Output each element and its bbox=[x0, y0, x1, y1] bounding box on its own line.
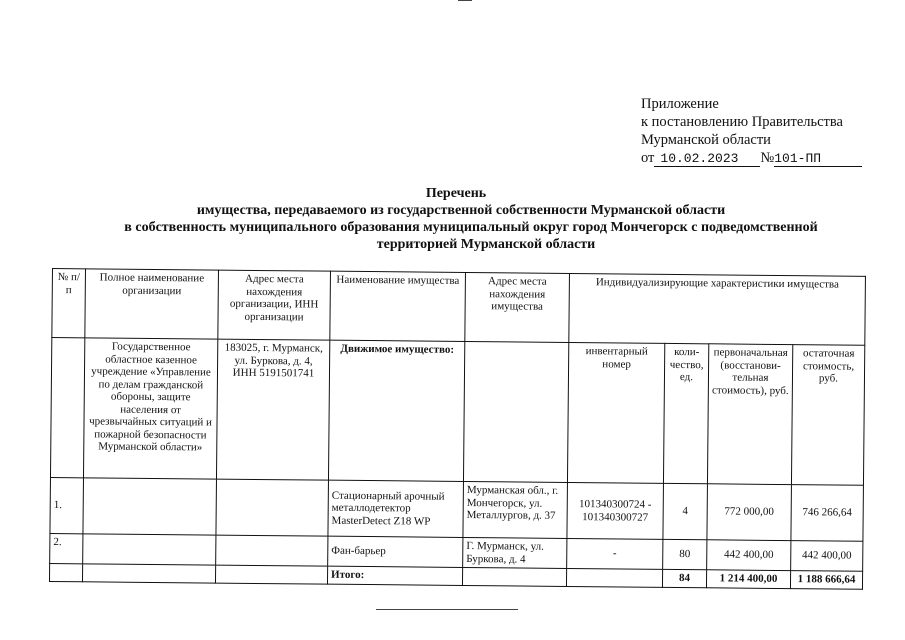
row-org-address-cell bbox=[216, 535, 328, 566]
total-address-cell bbox=[462, 567, 566, 586]
org-name: Государственное областное казенное учреждение «Управление по делам гражданской обороны, защите населения от чрезвычайных ситуаций и пожарной безопасности Мурманской области» bbox=[83, 338, 217, 479]
row-num: 1. bbox=[50, 477, 84, 533]
top-scan-mark bbox=[458, 0, 472, 1]
row-property-address: Г. Мурманск, ул. Буркова, д. 4 bbox=[463, 537, 567, 568]
head-num: № п/п bbox=[52, 269, 86, 338]
heading-line-2: имущества, передаваемого из государственной собственности Мурманской области bbox=[196, 203, 726, 218]
row-property-name: Стационарный арочный металлодетектор MasterDetect Z18 WP bbox=[328, 480, 464, 537]
row-org-cell bbox=[83, 534, 216, 565]
total-org-address-cell bbox=[215, 565, 327, 584]
org-num-cell bbox=[50, 338, 84, 478]
total-label: Итого: bbox=[327, 566, 462, 585]
table-header-row bbox=[52, 269, 866, 346]
document-heading bbox=[40, 185, 872, 253]
row-initial-cost: 442 400,00 bbox=[707, 540, 791, 571]
row-property-address: Мурманская обл., г. Мончегорск, ул. Металлургов, д. 37 bbox=[463, 481, 568, 538]
head-property-address: Адрес места нахождения имущества bbox=[465, 272, 570, 342]
appendix-date-line bbox=[641, 149, 862, 167]
total-initial-cost: 1 214 400,00 bbox=[706, 570, 790, 589]
row-org-address-cell bbox=[216, 479, 329, 536]
appendix-line-1: Приложение bbox=[641, 96, 719, 112]
total-num-cell bbox=[49, 563, 82, 581]
subhead-inventory: инвентарный номер bbox=[567, 342, 664, 483]
row-inventory: 101340300724 - 101340300727 bbox=[567, 482, 664, 539]
org-prop-addr-cell bbox=[463, 341, 568, 482]
org-address-cell bbox=[216, 339, 329, 480]
subhead-initial-cost: первоначальная (восстанови- тельная стоимость), руб. bbox=[707, 344, 792, 485]
heading-line-3: в собственность муниципального образования муниципальный округ город Мончегорск с подведомственной bbox=[124, 220, 818, 235]
total-residual-cost: 1 188 666,64 bbox=[790, 571, 862, 590]
appendix-number: 101-ПП bbox=[774, 151, 862, 167]
appendix-number-sign: № bbox=[760, 150, 775, 166]
row-quantity: 80 bbox=[663, 539, 707, 569]
row-residual-cost: 442 400,00 bbox=[791, 541, 863, 572]
row-property-name: Фан-барьер bbox=[328, 536, 463, 567]
appendix-line-2: к постановлению Правительства bbox=[641, 114, 843, 130]
heading-title: Перечень bbox=[425, 186, 487, 201]
head-property-name: Наименование имущества bbox=[330, 271, 466, 341]
org-address: 183025, г. Мурманск, ул. Буркова, д. 4, bbox=[224, 341, 323, 368]
row-org-cell bbox=[83, 478, 217, 535]
org-inn: ИНН 5191501741 bbox=[232, 366, 315, 380]
row-inventory: - bbox=[567, 538, 663, 569]
total-org-cell bbox=[82, 564, 215, 583]
appendix-date-prefix: от bbox=[641, 150, 655, 166]
appendix-line-3: Мурманской области bbox=[641, 132, 771, 148]
property-table bbox=[49, 268, 866, 590]
total-inventory-cell bbox=[566, 568, 662, 587]
org-row bbox=[50, 338, 864, 486]
row-residual-cost: 746 266,64 bbox=[791, 485, 864, 542]
total-quantity: 84 bbox=[662, 569, 706, 587]
closing-rule bbox=[376, 609, 518, 610]
row-quantity: 4 bbox=[663, 483, 708, 539]
subhead-quantity: коли- чество, ед. bbox=[663, 343, 708, 483]
appendix-block bbox=[641, 95, 862, 167]
head-characteristics: Индивидуализирующие характеристики имущества bbox=[569, 273, 866, 345]
appendix-date: 10.02.2023 bbox=[654, 151, 760, 167]
head-org-address: Адрес места нахождения организации, ИНН организации bbox=[218, 270, 331, 340]
table-row bbox=[50, 477, 864, 541]
property-category: Движимое имущество: bbox=[328, 340, 464, 481]
row-num: 2. bbox=[50, 533, 83, 563]
head-org: Полное наименование организации bbox=[85, 269, 219, 339]
row-initial-cost: 772 000,00 bbox=[707, 484, 792, 541]
heading-line-4: территорией Мурманской области bbox=[376, 237, 596, 252]
subhead-residual-cost: остаточная стоимость, руб. bbox=[791, 345, 864, 486]
